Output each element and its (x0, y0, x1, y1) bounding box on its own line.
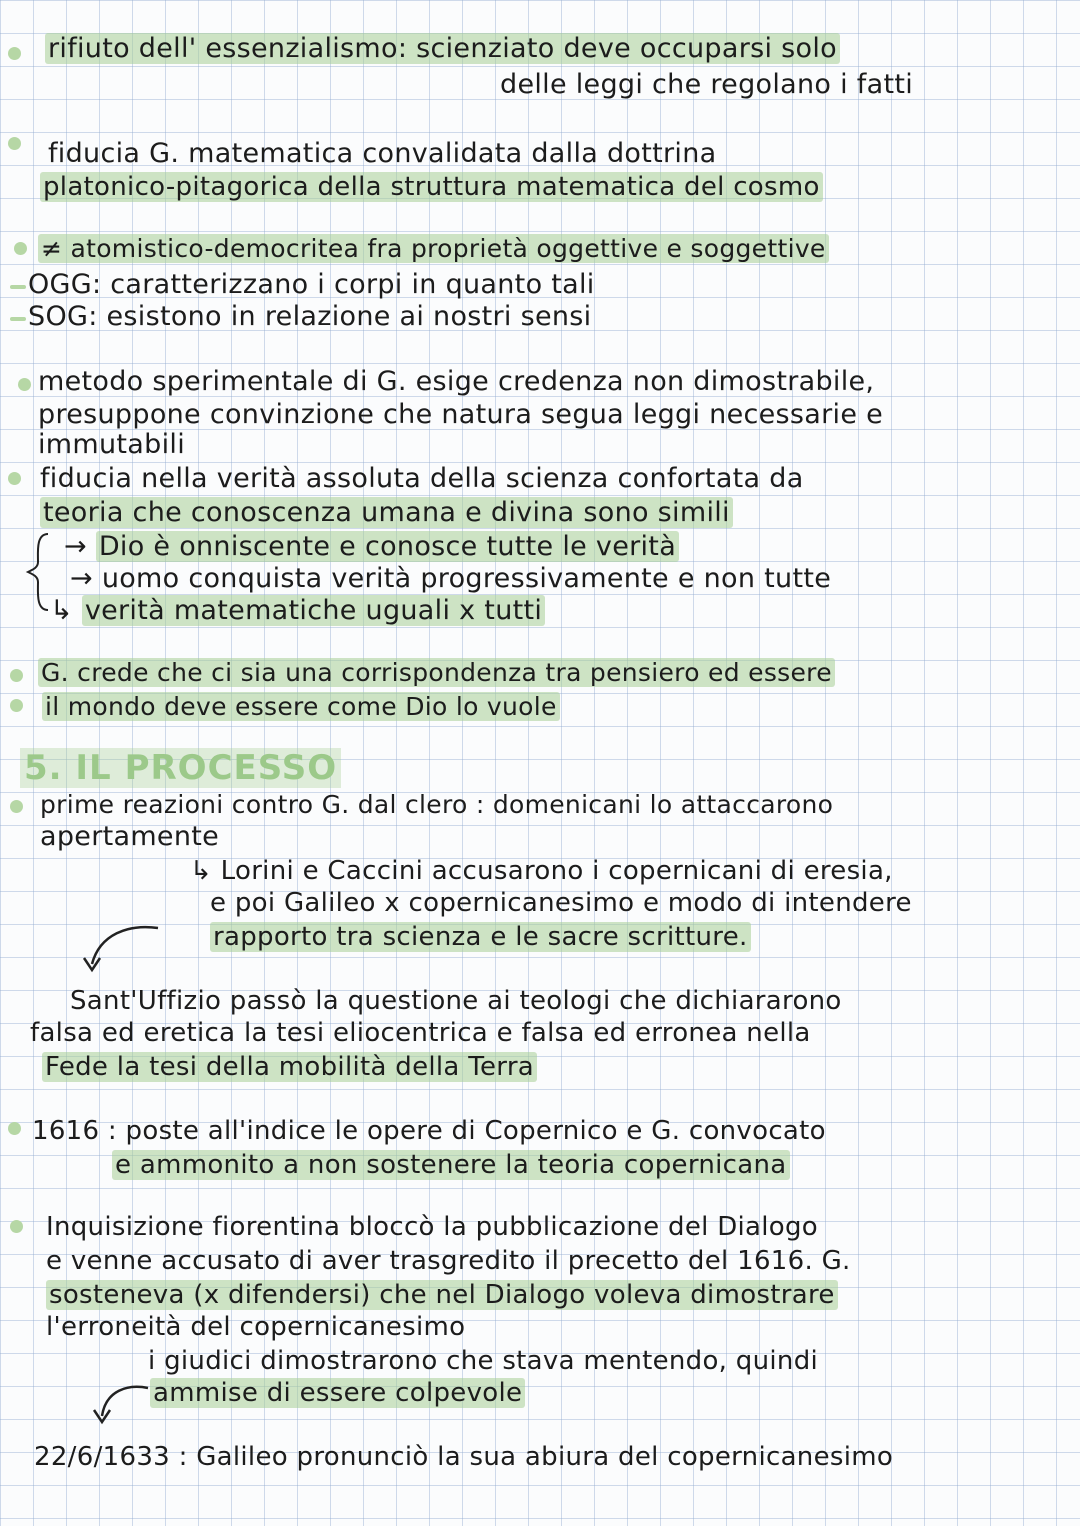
note-line (38, 428, 185, 462)
note-text: e poi Galileo x copernicanesimo e modo di intendere (210, 888, 912, 918)
note-line (112, 1148, 790, 1182)
note-text: rapporto tra scienza e le sacre scritture. (210, 922, 751, 952)
note-line (42, 1050, 537, 1084)
note-text: apertamente (40, 821, 220, 852)
note-line: → uomo conquista verità progressivamente e non tutte (70, 563, 832, 594)
note-text: 22/6/1633 : Galileo pronunciò la sua abiura del copernicanesimo (34, 1442, 894, 1472)
note-line (40, 462, 804, 496)
note-line: → Dio è onniscente e conosce tutte le verità (64, 530, 679, 564)
note-line (150, 1376, 525, 1410)
note-text: teoria che conoscenza umana e divina sono simili (40, 497, 733, 528)
note-text: prime reazioni contro G. dal clero : domenicani lo attaccarono (40, 790, 834, 819)
bullet-icon (8, 1122, 21, 1135)
bullet-icon (10, 800, 23, 813)
hook-arrow-icon (88, 1380, 158, 1430)
note-text: uomo conquista verità progressivamente e non tutte (101, 563, 832, 594)
note-line (46, 1310, 465, 1344)
note-line (500, 68, 913, 102)
note-text: G. crede che ci sia una corrispondenza tra pensiero ed essere (38, 658, 835, 687)
note-line (28, 268, 595, 302)
note-line (38, 232, 829, 266)
note-line (210, 920, 751, 954)
note-line (46, 1278, 838, 1312)
note-text: Fede la tesi della mobilità della Terra (42, 1052, 537, 1082)
note-line (210, 886, 912, 920)
note-line: ↳ Lorini e Caccini accusarono i copernicani di eresia, (190, 856, 893, 886)
note-text: fiducia nella verità assoluta della scienza confortata da (40, 463, 804, 494)
note-line (40, 496, 733, 530)
note-line (30, 1016, 811, 1050)
note-text: ammise di essere colpevole (150, 1378, 525, 1408)
note-text: i giudici dimostrarono che stava mentendo, quindi (148, 1346, 819, 1376)
bullet-icon (14, 242, 27, 255)
note-line (40, 820, 219, 854)
note-text: Lorini e Caccini accusarono i copernicani di eresia, (220, 856, 893, 886)
note-line (46, 1244, 851, 1278)
hook-arrow-icon (78, 920, 168, 980)
note-line (46, 1210, 818, 1244)
note-text: il mondo deve essere come Dio lo vuole (42, 692, 560, 721)
note-text: Dio è onniscente e conosce tutte le verità (96, 531, 679, 562)
bullet-icon (8, 47, 21, 60)
note-text: SOG: esistono in relazione ai nostri sensi (28, 301, 592, 332)
note-text: OGG: caratterizzano i corpi in quanto tali (28, 269, 595, 300)
note-text: Sant'Uffizio passò la questione ai teologi che dichiararono (70, 986, 842, 1016)
note-text: 1616 : poste all'indice le opere di Copernico e G. convocato (32, 1116, 826, 1146)
note-text: ≠ atomistico-democritea fra proprietà oggettive e soggettive (38, 234, 829, 263)
note-line (28, 300, 591, 334)
note-line (38, 656, 835, 690)
dash-icon (10, 317, 26, 321)
bullet-icon (8, 472, 21, 485)
note-text: sosteneva (x difendersi) che nel Dialogo voleva dimostrare (46, 1280, 838, 1310)
note-line (34, 1440, 893, 1474)
note-line (45, 32, 840, 66)
heading-text: 5. IL PROCESSO (20, 748, 341, 788)
note-line (148, 1344, 818, 1378)
section-heading (20, 748, 341, 788)
note-line (70, 984, 842, 1018)
note-line (38, 398, 883, 432)
note-line: ↳ verità matematiche uguali x tutti (50, 594, 545, 628)
note-line (32, 1114, 826, 1148)
note-text: e venne accusato di aver trasgredito il precetto del 1616. G. (46, 1246, 851, 1276)
note-text: presuppone convinzione che natura segua leggi necessarie e (38, 399, 884, 430)
bullet-icon (18, 378, 31, 391)
note-text: l'erroneità del copernicanesimo (46, 1312, 466, 1342)
note-text: platonico-pitagorica della struttura matematica del cosmo (40, 172, 823, 202)
dash-icon (10, 285, 26, 289)
bullet-icon (10, 1220, 23, 1233)
note-line (48, 137, 716, 171)
note-line (38, 365, 874, 399)
note-line (40, 788, 833, 822)
note-text: metodo sperimentale di G. esige credenza non dimostrabile, (38, 366, 875, 397)
note-text: falsa ed eretica la tesi eliocentrica e falsa ed erronea nella (30, 1018, 811, 1048)
note-text: Inquisizione fiorentina bloccò la pubblicazione del Dialogo (46, 1212, 819, 1242)
note-text: e ammonito a non sostenere la teoria copernicana (112, 1150, 790, 1180)
note-text: rifiuto dell' essenzialismo: scienziato deve occuparsi solo (45, 33, 840, 64)
note-line (42, 690, 560, 724)
bullet-icon (8, 137, 21, 150)
bullet-icon (10, 699, 23, 712)
note-text: immutabili (38, 429, 185, 460)
note-line (40, 170, 823, 204)
note-text: verità matematiche uguali x tutti (82, 595, 545, 626)
note-text: fiducia G. matematica convalidata dalla dottrina (48, 138, 717, 169)
bullet-icon (10, 669, 23, 682)
note-text: delle leggi che regolano i fatti (500, 69, 914, 100)
